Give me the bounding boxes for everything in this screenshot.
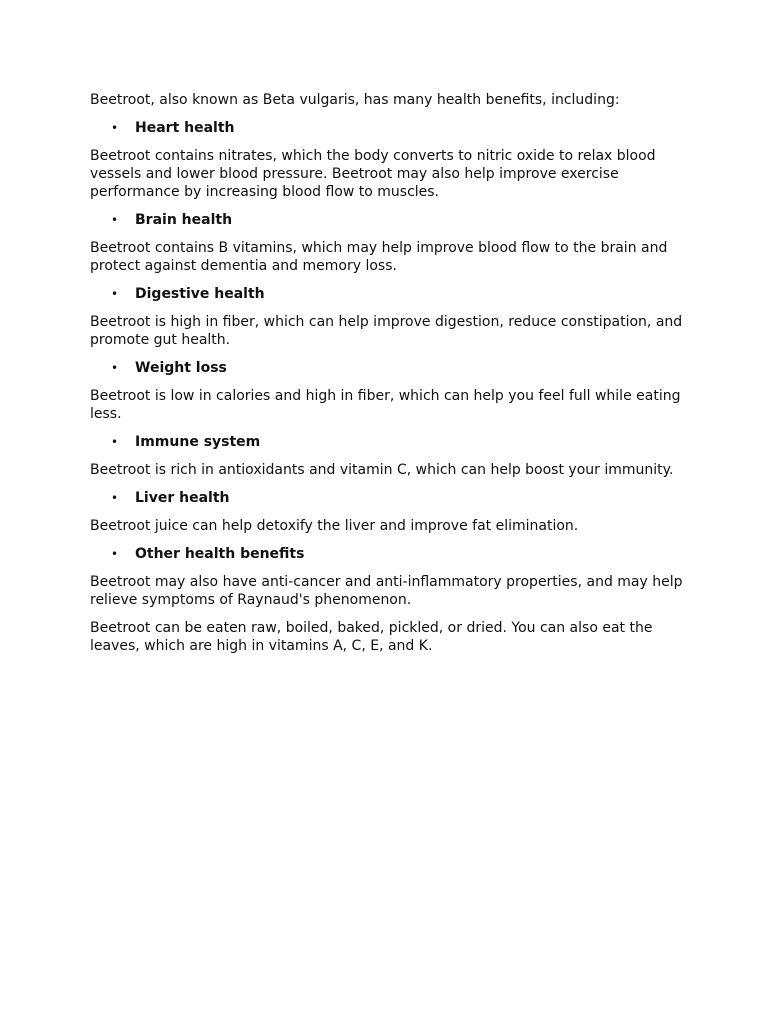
section-paragraph: Beetroot is low in calories and high in fiber, which can help you feel full while eating less. — [90, 388, 681, 422]
bullet-icon: • — [111, 287, 119, 301]
bullet-icon: • — [111, 547, 119, 561]
bullet-icon: • — [111, 435, 119, 449]
section-weight-loss — [90, 359, 690, 423]
bullet-heading-text: Other health benefits — [135, 546, 305, 562]
bullet-heading-text: Brain health — [135, 212, 233, 228]
bullet-icon: • — [111, 491, 119, 505]
bullet-heading-text: Weight loss — [135, 360, 227, 376]
section-immune-system — [90, 433, 690, 479]
closing-paragraph: Beetroot can be eaten raw, boiled, baked, pickled, or dried. You can also eat the leaves, which are high in vitamins A, C, E, and K. — [90, 620, 653, 654]
section-paragraph: Beetroot contains nitrates, which the body converts to nitric oxide to relax blood vessels and lower blood pressure. Beetroot may also help improve exercise performance by increasing blood flow to muscles. — [90, 148, 656, 200]
bullet-heading-text: Digestive health — [135, 286, 265, 302]
bullet-icon: • — [111, 361, 119, 375]
bullet-heading — [90, 285, 690, 303]
bullet-heading — [90, 211, 690, 229]
bullet-heading — [90, 119, 690, 137]
section-paragraph: Beetroot juice can help detoxify the liver and improve fat elimination. — [90, 518, 579, 534]
section-heart-health — [90, 119, 690, 201]
bullet-icon: • — [111, 121, 119, 135]
section-paragraph: Beetroot is high in fiber, which can help improve digestion, reduce constipation, and promote gut health. — [90, 314, 683, 348]
bullet-heading — [90, 359, 690, 377]
document-page — [90, 91, 690, 665]
bullet-heading-text: Immune system — [135, 434, 261, 450]
bullet-heading — [90, 433, 690, 451]
bullet-heading — [90, 545, 690, 563]
section-paragraph: Beetroot contains B vitamins, which may help improve blood flow to the brain and protect against dementia and memory loss. — [90, 240, 668, 274]
section-digestive-health — [90, 285, 690, 349]
section-paragraph: Beetroot may also have anti-cancer and anti-inflammatory properties, and may help relieve symptoms of Raynaud's phenomenon. — [90, 574, 683, 608]
bullet-heading — [90, 489, 690, 507]
section-paragraph: Beetroot is rich in antioxidants and vitamin C, which can help boost your immunity. — [90, 462, 674, 478]
bullet-icon: • — [111, 213, 119, 227]
bullet-heading-text: Liver health — [135, 490, 230, 506]
section-liver-health — [90, 489, 690, 535]
intro-paragraph: Beetroot, also known as Beta vulgaris, has many health benefits, including: — [90, 92, 620, 108]
bullet-heading-text: Heart health — [135, 120, 235, 136]
section-brain-health — [90, 211, 690, 275]
section-other-benefits — [90, 545, 690, 609]
